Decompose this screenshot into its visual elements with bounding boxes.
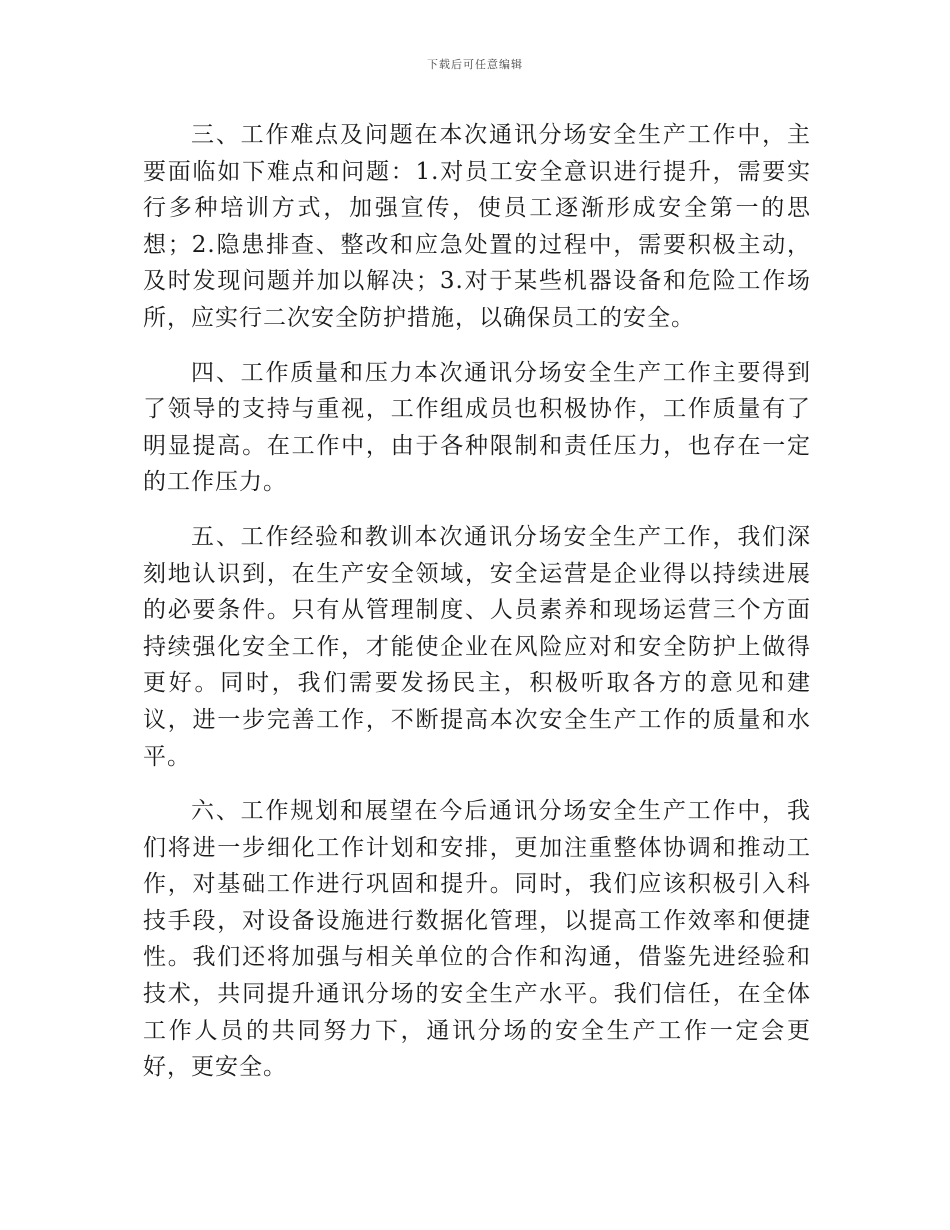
paragraph-quality-pressure: 四、工作质量和压力本次通讯分场安全生产工作主要得到了领导的支持与重视，工作组成员也积极协作，工作质量有了明显提高。在工作中，由于各种限制和责任压力，也存在一定的工作压力。 (143, 359, 811, 496)
page-header-note: 下载后可任意编辑 (427, 58, 523, 71)
paragraph-plans-outlook: 六、工作规划和展望在今后通讯分场安全生产工作中，我们将进一步细化工作计划和安排，更加注重整体协调和推动工作，对基础工作进行巩固和提升。同时，我们应该积极引入科技手段，对设备设施进行数据化管理，以提高工作效率和便捷性。我们还将加强与相关单位的合作和沟通，借鉴先进经验和技术，共同提升通讯分场的安全生产水平。我们信任，在全体工作人员的共同努力下，通讯分场的安全生产工作一定会更好，更安全。 (143, 798, 811, 1081)
document-body (143, 117, 811, 1104)
paragraph-experience-lessons: 五、工作经验和教训本次通讯分场安全生产工作，我们深刻地认识到，在生产安全领域，安全运营是企业得以持续进展的必要条件。只有从管理制度、人员素养和现场运营三个方面持续强化安全工作，才能使企业在风险应对和安全防护上做得更好。同时，我们需要发扬民主，积极听取各方的意见和建议，进一步完善工作，不断提高本次安全生产工作的质量和水平。 (143, 523, 811, 770)
paragraph-difficulties: 三、工作难点及问题在本次通讯分场安全生产工作中，主要面临如下难点和问题：1.对员工安全意识进行提升，需要实行多种培训方式，加强宣传，使员工逐渐形成安全第一的思想；2.隐患排查、整改和应急处置的过程中，需要积极主动，及时发现问题并加以解决；3.对于某些机器设备和危险工作场所，应实行二次安全防护措施，以确保员工的安全。 (143, 122, 811, 331)
